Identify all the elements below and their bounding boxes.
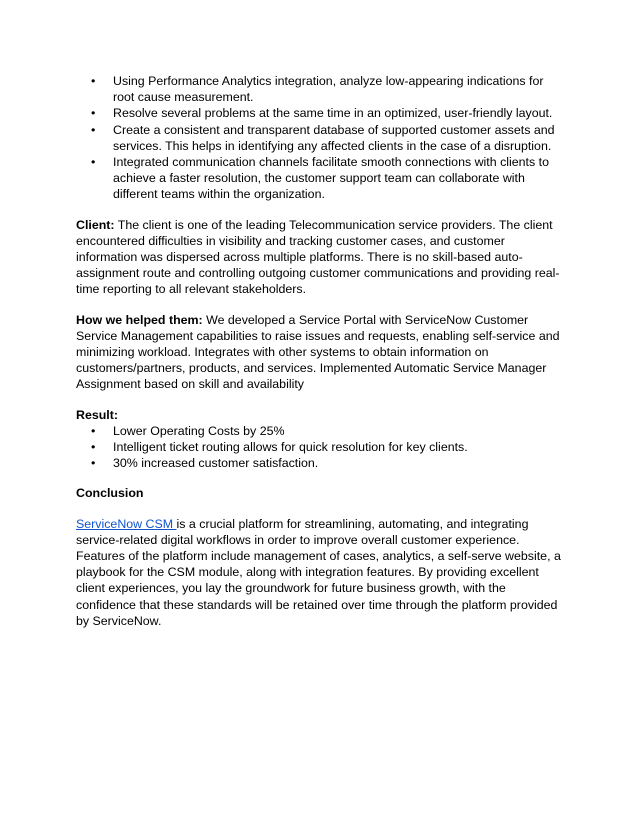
bullet-glyph: • xyxy=(91,456,96,471)
bullet-glyph: • xyxy=(91,423,96,438)
list-item xyxy=(76,73,566,105)
list-item-text: Integrated communication channels facilitate smooth connections with clients to achieve a faster resolution, the customer support team can collaborate with different teams within the organization. xyxy=(113,155,549,202)
client-text: The client is one of the leading Telecommunication service providers. The client encountered difficulties in visibility and tracking customer cases, and customer information was dispersed across multiple platforms. There is no skill-based auto-assignment route and controlling outgoing customer communications and providing real-time reporting to all relevant stakeholders. xyxy=(76,217,560,297)
list-item xyxy=(76,423,566,439)
list-item xyxy=(76,154,566,203)
list-item-text: 30% increased customer satisfaction. xyxy=(113,456,319,471)
conclusion-paragraph xyxy=(76,516,566,629)
list-item xyxy=(76,439,566,455)
list-item xyxy=(76,455,566,471)
list-item xyxy=(76,122,566,154)
list-item xyxy=(76,105,566,121)
list-item-text: Intelligent ticket routing allows for quick resolution for key clients. xyxy=(113,440,468,455)
result-heading: Result: xyxy=(76,407,118,422)
bullet-glyph: • xyxy=(91,74,96,88)
servicenow-csm-link[interactable]: ServiceNow CSM xyxy=(76,516,177,531)
helped-paragraph xyxy=(76,312,566,393)
client-paragraph xyxy=(76,217,566,298)
conclusion-heading: Conclusion xyxy=(76,486,144,501)
bullet-glyph: • xyxy=(91,106,96,121)
intro-bullet-list xyxy=(76,73,566,203)
list-item-text: Lower Operating Costs by 25% xyxy=(113,423,285,438)
helped-text: We developed a Service Portal with ServiceNow Customer Service Management capabilities to raise issues and requests, enabling self-service and minimizing workload. Integrates with other systems to obtain information on customers/partners, products, and services. Implemented Automatic Service Manager Assignment based on skill and availability xyxy=(76,312,560,392)
client-label: Client: xyxy=(76,217,115,232)
result-bullet-list xyxy=(76,423,566,472)
bullet-glyph: • xyxy=(91,122,96,137)
list-item-text: Using Performance Analytics integration, analyze low-appearing indications for root cause measurement. xyxy=(113,74,544,105)
list-item-text: Create a consistent and transparent database of supported customer assets and services. This helps in identifying any affected clients in the case of a disruption. xyxy=(113,122,555,153)
list-item-text: Resolve several problems at the same time in an optimized, user-friendly layout. xyxy=(113,106,553,121)
bullet-glyph: • xyxy=(91,155,96,170)
conclusion-text: is a crucial platform for streamlining, automating, and integrating service-related digital workflows in order to improve overall customer experience. Features of the platform include management of cases, analytics, a self-serve website, a playbook for the CSM module, along with integration features. By providing excellent client experiences, you lay the groundwork for future business growth, with the confidence that these standards will be retained over time through the platform provided by ServiceNow. xyxy=(76,516,561,628)
document-content xyxy=(76,73,566,629)
bullet-glyph: • xyxy=(91,440,96,455)
helped-label: How we helped them: xyxy=(76,312,203,327)
